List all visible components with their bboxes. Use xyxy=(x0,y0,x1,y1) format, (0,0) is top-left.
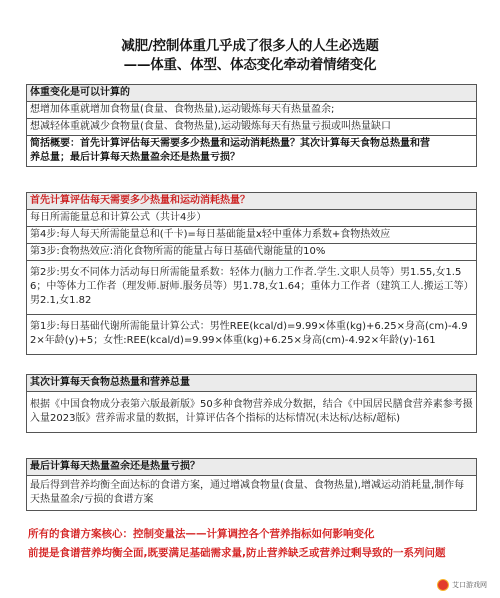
section1-row-lose: 想减轻体重就减少食物量(食量、食物热量),运动锻炼每天有热量亏损或叫热量缺口 xyxy=(27,118,476,135)
section2-row-step4: 第4步:每人每天所需能量总和(千卡)=每日基础能量x轻中重体力系数+食物热效应 xyxy=(27,226,476,243)
page-title-line2: ——体重、体型、体态变化牵动着情绪变化 xyxy=(123,57,377,73)
section1-header: 体重变化是可以计算的 xyxy=(27,85,476,101)
core-note-line2: 前提是食谱营养均衡全面,既要满足基础需求量,防止营养缺乏或营养过剩导致的一系列问题 xyxy=(28,547,446,559)
page-title-line1: 减肥/控制体重几乎成了很多人的人生必选题 xyxy=(121,38,379,54)
section3-header: 其次计算每天食物总热量和营养总量 xyxy=(27,375,476,391)
section3-body: 根据《中国食物成分表第六版最新版》50多种食物营养成分数据，结合《中国居民膳食营养素参考摄入量2023版》营养需求量的数据，计算评估各个指标的达标情况(未达标/达标/超标) xyxy=(27,391,476,432)
food-nutrition-section xyxy=(26,374,477,433)
calorie-balance-section xyxy=(26,458,477,511)
watermark-logo-icon xyxy=(437,579,449,591)
section2-row-formula-title: 每日所需能量总和计算公式（共计4步） xyxy=(27,209,476,226)
site-watermark xyxy=(437,578,487,592)
weight-change-section xyxy=(26,84,477,167)
section1-summary xyxy=(27,135,476,166)
section4-body: 最后得到营养均衡全面达标的食谱方案，通过增减食物量(食量、食物热量),增减运动消耗量,制作每天热量盈余/亏损的食谱方案 xyxy=(27,475,476,510)
energy-need-section xyxy=(26,192,477,355)
section4-header: 最后计算每天热量盈余还是热量亏损？ xyxy=(27,459,476,475)
section2-row-step1: 第1步:每日基础代谢所需能量计算公式：男性REE(kcal/d)=9.99×体重(kg)+6.25×身高(cm)-4.92×年龄(y)+5；女性:REE(kcal/d)=9.99×体重(kg)+6.25×身高(cm)-4.92×年龄(y)-161 xyxy=(27,314,476,354)
core-note-line1: 所有的食谱方案核心：控制变量法——计算调控各个营养指标如何影响变化 xyxy=(28,528,375,540)
section2-header: 首先计算评估每天需要多少热量和运动消耗热量？ xyxy=(27,193,476,209)
summary-line1: 首先计算评估每天需要多少热量和运动消耗热量？其次计算每天食物总热量和营 xyxy=(80,138,430,149)
summary-line2: 养总量；最后计算每天热量盈余还是热量亏损？ xyxy=(30,152,240,163)
section1-row-gain: 想增加体重就增加食物量(食量、食物热量),运动锻炼每天有热量盈余; xyxy=(27,101,476,118)
watermark-text: 艾口游戏网 xyxy=(452,581,487,589)
section2-row-step3: 第3步:食物热效应:消化食物所需的能量占每日基础代谢能量的10% xyxy=(27,243,476,260)
section2-row-step2: 第2步:男女不同体力活动每日所需能量系数：轻体力(脑力工作者.学生.文职人员等）男1.55,女1.56；中等体力工作者（理发师.厨师.服务员等）男1.78,女1.64；重体力工作者（建筑工人.搬运工等）男2.1,女1.82 xyxy=(27,260,476,314)
summary-label: 简括概要： xyxy=(30,138,80,149)
